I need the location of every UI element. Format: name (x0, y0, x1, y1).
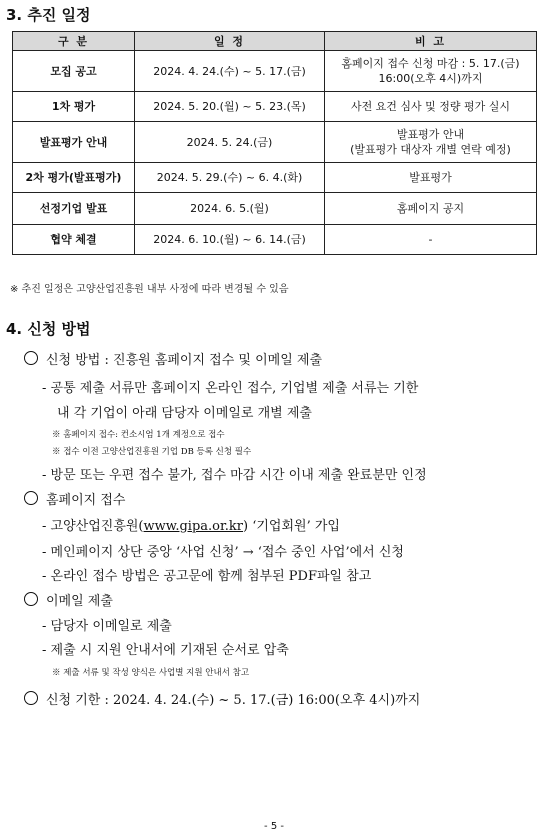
row-remarks: 사전 요건 심사 및 정량 평가 실시 (325, 92, 537, 122)
table-row (13, 225, 537, 255)
schedule-table (12, 31, 537, 255)
table-row (13, 122, 537, 163)
row-remarks: 발표평가 (325, 163, 537, 193)
circle-bullet-icon (24, 491, 38, 505)
row-remarks: 홈페이지 공지 (325, 193, 537, 225)
row-schedule: 2024. 5. 24.(금) (135, 122, 325, 163)
method-note: ※ 홈페이지 접수: 컨소시엄 1개 계정으로 접수 (52, 430, 225, 440)
email-item: 이메일 제출 (24, 590, 113, 609)
gipa-website-link[interactable]: www.gipa.or.kr (143, 519, 244, 534)
row-category: 1차 평가 (13, 92, 135, 122)
table-row (13, 163, 537, 193)
table-row (13, 92, 537, 122)
header-category: 구 분 (13, 32, 135, 51)
row-schedule: 2024. 4. 24.(수) ~ 5. 17.(금) (135, 51, 325, 92)
method-detail-cont: 내 각 기업이 아래 담당자 이메일로 개별 제출 (57, 406, 312, 421)
row-category: 2차 평가(발표평가) (13, 163, 135, 193)
header-schedule: 일 정 (135, 32, 325, 51)
page-number: - 5 - (264, 821, 284, 832)
row-remarks: 홈페이지 접수 신청 마감 : 5. 17.(금) 16:00(오후 4시)까지 (325, 51, 537, 92)
circle-bullet-icon (24, 592, 38, 606)
email-detail: - 담당자 이메일로 제출 (42, 619, 172, 634)
header-remarks: 비 고 (325, 32, 537, 51)
method-item: 신청 방법 : 진흥원 홈페이지 접수 및 이메일 제출 (24, 349, 322, 368)
email-note: ※ 제출 서류 및 작성 양식은 사업별 지원 안내서 참고 (52, 668, 250, 678)
deadline-item: 신청 기한 : 2024. 4. 24.(수) ~ 5. 17.(금) 16:00(오후 4시)까지 (24, 689, 420, 708)
schedule-note: ※ 추진 일정은 고양산업진흥원 내부 사정에 따라 변경될 수 있음 (10, 284, 289, 295)
row-category: 발표평가 안내 (13, 122, 135, 163)
homepage-detail: - 온라인 접수 방법은 공고문에 함께 첨부된 PDF파일 참고 (42, 569, 372, 584)
row-category: 협약 체결 (13, 225, 135, 255)
homepage-detail: - 고양산업진흥원(www.gipa.or.kr) ‘기업회원’ 가입 (42, 519, 340, 534)
row-category: 선정기업 발표 (13, 193, 135, 225)
section-3-heading: 3. 추진 일정 (6, 6, 91, 24)
row-remarks: 발표평가 안내 (발표평가 대상자 개별 연락 예정) (325, 122, 537, 163)
table-row (13, 193, 537, 225)
row-category: 모집 공고 (13, 51, 135, 92)
homepage-detail: - 메인페이지 상단 중앙 ‘사업 신청’ → ‘접수 중인 사업’에서 신청 (42, 545, 404, 560)
row-schedule: 2024. 5. 29.(수) ~ 6. 4.(화) (135, 163, 325, 193)
homepage-item: 홈페이지 접수 (24, 489, 125, 508)
section-4-heading: 4. 신청 방법 (6, 320, 91, 338)
circle-bullet-icon (24, 351, 38, 365)
email-detail: - 제출 시 지원 안내서에 기재된 순서로 압축 (42, 643, 289, 658)
row-schedule: 2024. 6. 10.(월) ~ 6. 14.(금) (135, 225, 325, 255)
circle-bullet-icon (24, 691, 38, 705)
row-schedule: 2024. 6. 5.(월) (135, 193, 325, 225)
row-schedule: 2024. 5. 20.(월) ~ 5. 23.(목) (135, 92, 325, 122)
row-remarks: - (325, 225, 537, 255)
method-detail: - 공통 제출 서류만 홈페이지 온라인 접수, 기업별 제출 서류는 기한 (42, 381, 419, 396)
table-row (13, 51, 537, 92)
method-note: ※ 접수 이전 고양산업진흥원 기업 DB 등록 신청 필수 (52, 447, 252, 457)
method-detail: - 방문 또는 우편 접수 불가, 접수 마감 시간 이내 제출 완료분만 인정 (42, 468, 427, 483)
